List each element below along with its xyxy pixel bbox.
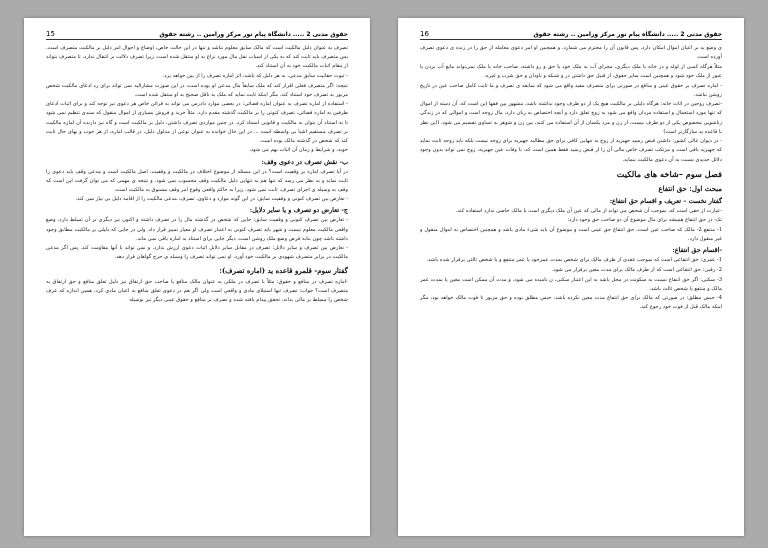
paragraph: - در دیوان عالی کشور: داشتن قبض رسید جهیزیه از زوج به تنهایی کافی برای حق مطالبه جهیزیه برای زوجه نیست بلکه باید زوجه ثابت نماید که جهیزیه باقی است و مرتکب تصرف خاص مالی آن را از قبض رسید فقط همین است که، با وفات عین جهیزیه، زوج نمی تواند بدون وجود دلائل جدیدی نسبت به آن دعوی مالکیت بنماید. <box>420 138 722 163</box>
paragraph: 3- سکنی: اگر حق انتفاع نسبت به سکونت در محل باشد به این اعتبار سکنی، ن نامیده می شود. و مدت آن ممکن است معین یا بمدت عمر مالک و منتفع یا شخص ثالث باشد. <box>420 276 722 292</box>
paragraph: - استفاده از اماره تصرف به عنوان اماره قضائی: در بعضی موارد دادرس می تواند به قرائن خاص هر دعوی نیز توجه کند و برای اثبات ادعای طرفین به اماره قضائی، تصرف کنونی را بر مالکیت گذشته مقدم دارد. مثلاً خرید و فروش بسیاری از اموال منقول که سندی تنظیم نمی شود تا به استناد آن بتوان به مالکیت و قانونی استناد کرد. در چنین مواردی تصرف داشتن، دلیل بر مالکیت است و گاه نیز دارنده آن اماره مالکیت بر تصرف مستقیم اشیا بی واسطه است ... در این حال خوانده به عنوان نوعی از مدلول دلیل، در قالب اماره، از هر خوب و بهای حال ثابت کند که شخص در گذشته مالک بوده است. <box>46 101 348 144</box>
paragraph: 1- منتفع 2- مالک که صاحب عین است. حق انتفاع حق عینی است و موضوع آن باید شیء مادی باشد و همچنین اختصاص به اموال منقول و غیر منقول دارد. <box>420 226 722 243</box>
page-number: 15 <box>46 30 55 38</box>
paragraph: در آیا تصرف اماره بر وقفیت است؟ در این مسئله از موضوع اختلاف در مالکیت و وقفیت، اصل مالکیت است و مدعی وقف باید دعوی را ثابت نماید و به نظر می رسد که تنها هم به تنهایی دلیل مالکیت وقف محسوب نمی شود. و نتیجه ی مهمی که می توان گرفت این است که وقف به وسیله ی اجرای تصرف، ثابت نمی شود. زیرا به حاکم واقعی وقوع امر وقف مسبوق به مالکیت است. <box>46 168 348 193</box>
paragraph: - ثبوت حقانیت سابق مدعی، به هر دلیل که باشد، اثر اماره تصرف را از بین خواهد برد. <box>162 72 348 79</box>
paragraph: 4- حبس مطلق: در صورتی که مالک برای حق انتفاع مدت معین نکرده باشد، حبس مطلق بوده و حق مزبور تا فوت مالک خواهد بود، مگر اینکه مالک قبل از فوت خود رجوع کند. <box>420 295 722 311</box>
page-header <box>46 30 348 40</box>
paragraph: تصرف به عنوان دلیل مالکیت است که مالک سابق معلوم نباشد و تنها در این حالت خاص، اوضاع و احوال امر دلیل بر مالکیت متصرف است. پس متصرف باید ثابت کند که به یکی از اسباب نقل مال مورد نزاع به او منتقل شده است. زیرا تصرف دلالت بر انتقال ندارد، تا متصرف بتواند از مقام اثبات مالکیت خود به آن استناد کند. <box>46 45 348 70</box>
page-number: 16 <box>420 30 429 38</box>
paragraph: 1- عمری: حق انتفاعی است که بموجب عقدی از طرف مالک برای شخص بمدت عمرخود یا عمر منتفع و یا شخص ثالثی برقرار شده باشد. <box>426 257 722 264</box>
paragraph: - تعارض بین تصرف کنونی و وقفیت سابق: در این گونه موارد و دعاوی، تصرف، مدعی مالکیت را از اقامه دلیل بی نیاز نمی کند. <box>75 196 348 203</box>
paragraph: تک- در حق انتفاع همیشه برای مال موضوع آن دو صاحب حق وجود دارد: <box>567 217 722 224</box>
section-heading: گفتار نخست – تعریف و اقسام حق انتفاع: <box>609 196 722 205</box>
paragraph: - اماره تصرف بر حقوق عینی و منافع در صورتی برای متصرف مفید واقع می شود که سابقه ی تصرف و ما ثابت کامل صاحب عین در تاریخ روشن نباشد. <box>420 82 722 98</box>
paragraph: -تصرف زوجین در اثاث خانه: هرگاه دلیلی بر مالکیت هیچ یک از دو طرف وجود نداشته باشد، مشهور بین فقها این است که، آن دسته از اموال که تنها مورد استعمال و استفاده مردان واقع می شود به زوج تعلق دارد و آنچه اختصاص به زنان دارد، مال زوجه است و اموالی که در زندگی زناشویی مخصوص یکی از دو طرف نیست، از زن و مرد یکسان از آن استفاده می کنند، بین زن و شوهر به تساوی تقسیم می شود. (این نظر با قاعده ید سازگارتر است) <box>420 101 722 135</box>
section-heading: فصل سوم –شاخه های مالکیت <box>616 168 722 179</box>
section-heading: -اقسام حق انتفاع: <box>672 246 722 255</box>
paragraph: ی وضع ید بر اعیان اموال امکان دارد. پس قانون آن را محترم می شمارد. و همچنین او امر دعوی معامله از حق را در زنده ی دعوی تصرف آورده است. <box>420 45 722 61</box>
document-page-15 <box>24 18 370 536</box>
paragraph: -اماره تصرف در منافع و حقوق: مثلاً با تصرف در ملکی به عنوان مالک منافع یا صاحب حق ارتفاق نیز دلیل تعلق منافع و حق ارتفاق به متصرف است؟ جواب: تصرف تنها استیلای مادی و واقعی است ولی اگر هم در دعوی تعلق منافع به اعیان مادی کرد، همین اندازه که عرف شخص را مسلط بر مالی بداند، تحقق پیدام یافته شده و تصرف بر منافع و حقوق عینی دیگر نیز بوسیله <box>46 278 348 303</box>
header-title: حقوق مدنی 2 ..... دانشگاه پیام نور مرکز ورامین .. رشته حقوق <box>159 31 348 38</box>
page-header <box>420 30 722 40</box>
page-body <box>46 44 348 528</box>
paragraph: - تعارض بین تصرف کنونی و وقفیت سابق: جایی که شخص در گذشته مال را در تصرف داشته و اکنون نیز دیگری بر آن تسلط دارد، وضع واقعی مالکیت معلوم نیست و شهر باید تصرف کنونی به اعتبار تصرف او معیار تمییز قرار داد. ولی در جایی که دلیلی بر مالکیت مطابق وجود داشته باشد چون بنابه فرض وضع ملک روشن است، دیگر جایی برای استناد به اماره باقی نمی ماند. <box>46 217 348 242</box>
section-heading: گفتار سوم- قلمرو قاعده ید (اماره تصرف): <box>219 265 348 275</box>
paragraph: مثلاً هرگاه کسی از لوله و در خانه با ملک دیگری، مجرای آب به ملک خود یا حق و رو داشته، صاحب خانه یا ملک نمی‌تواند مانع آب بردن یا عبور از ملک خود شود و همچنین است سایر حقوق، از قبیل حق داشتن در و شبکه و ناودان و حق شرب و غیره. <box>420 63 722 79</box>
section-heading: مبحث اول: حق انتفاع <box>658 183 722 193</box>
document-page-16 <box>398 18 744 536</box>
paragraph: - تعارض بین تصرف و سایر دلایل: تصرف در مقابل سایر دلایل اثبات دعوی ارزش ندارد. و نمی تواند با آنها مقاومت کند. پس اگر مدعی مالکیت در برابر متصرف شهودی بر مالکیت خود آورد، او نمی تواند تصرف را وسیله ی حرج گواهان قرار دهد. <box>46 245 348 261</box>
paragraph: 2- رقبی: حق انتفاعی است که از طرف مالک برای مدت معین برقرار می شود. <box>551 266 722 273</box>
paragraph: -عبارت از حقی است که، بموجب آن شخص می تواند از مالی که عین آن ملک دیگری است یا مالک خاصی ندارد استفاده کند. <box>455 207 722 214</box>
page-body <box>420 44 722 528</box>
header-title: حقوق مدنی 2 ..... دانشگاه پیام نور مرکز ورامین .. رشته حقوق <box>533 31 722 38</box>
section-heading: ج- تعارض دو تصرف و یا سایر دلایل: <box>249 206 348 215</box>
paragraph: خوبد، و شرایط و زمان آن اثبات بهم می شود. <box>249 147 348 154</box>
paragraph: نتیجه: اگر متصرف فعلی اقرار کند که ملک سابقاً مال مدعی او بوده است، در این صورت مشارالیه نمی تواند برای رد ادعای مالکیت شخص مزبور به تصرف خود استناد کند. مگر اینکه ثابت نماید که ملک به ناقل صحیح به او منتقل شده است. <box>46 82 348 98</box>
section-heading: ب- نقش تصرف در دعوی وقف: <box>261 157 348 166</box>
